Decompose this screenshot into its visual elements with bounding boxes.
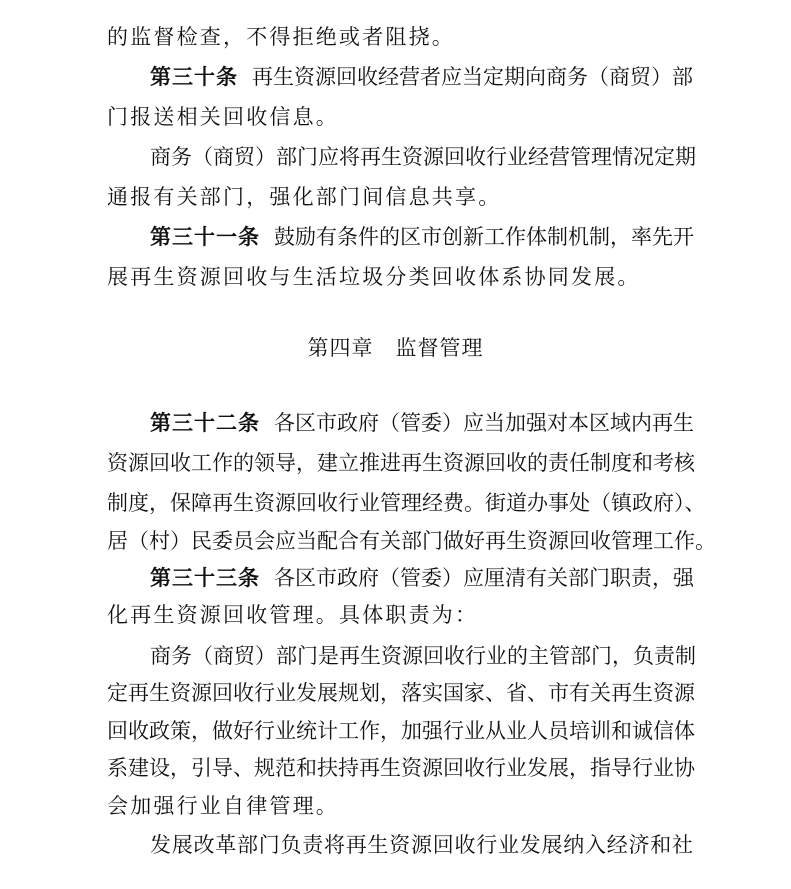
chapter-title: 监督管理 — [395, 336, 484, 360]
chapter-number: 第四章 — [307, 336, 374, 360]
text-line: 会加强行业自律管理。 — [107, 794, 339, 818]
text-line: 回收政策，做好行业统计工作，加强行业从业人员培训和诚信体 — [107, 719, 695, 743]
article-31-text: 鼓励有条件的区市创新工作体制机制，率先开 — [274, 225, 694, 249]
text-line: 商务（商贸）部门是再生资源回收行业的主管部门，负责制 — [150, 644, 696, 668]
text-line: 系建设，引导、规范和扶持再生资源回收行业发展，指导行业协 — [107, 756, 695, 780]
text-line: 展再生资源回收与生活垃圾分类回收体系协同发展。 — [107, 265, 641, 289]
article-33-line — [150, 563, 693, 593]
text-line: 资源回收工作的领导，建立推进再生资源回收的责任制度和考核 — [107, 451, 695, 475]
text-line: 门报送相关回收信息。 — [107, 105, 339, 129]
text-line: 定再生资源回收行业发展规划，落实国家、省、市有关再生资源 — [107, 681, 695, 705]
article-30-label: 第三十条 — [150, 64, 238, 89]
article-31-line — [150, 222, 693, 252]
article-30-text: 再生资源回收经营者应当定期向商务（商贸）部 — [252, 65, 693, 89]
article-32-line — [150, 408, 693, 438]
article-31-label: 第三十一条 — [150, 224, 260, 249]
article-32-text: 各区市政府（管委）应当加强对本区域内再生 — [274, 411, 694, 435]
text-line: 制度，保障再生资源回收行业管理经费。街道办事处（镇政府）、 — [107, 491, 706, 515]
text-line: 化再生资源回收管理。具体职责为： — [107, 603, 479, 627]
article-32-label: 第三十二条 — [150, 410, 260, 435]
text-line: 通报有关部门，强化部门间信息共享。 — [107, 185, 502, 209]
article-33-label: 第三十三条 — [150, 565, 260, 590]
text-line: 商务（商贸）部门应将再生资源回收行业经营管理情况定期 — [150, 145, 696, 169]
article-30-line — [150, 62, 693, 92]
text-line: 发展改革部门负责将再生资源回收行业发展纳入经济和社 — [150, 833, 693, 857]
text-line: 的监督检查，不得拒绝或者阻挠。 — [107, 25, 455, 49]
article-33-text: 各区市政府（管委）应厘清有关部门职责，强 — [274, 566, 694, 590]
chapter-heading — [0, 333, 791, 363]
text-line: 居（村）民委员会应当配合有关部门做好再生资源回收管理工作。 — [107, 529, 716, 553]
